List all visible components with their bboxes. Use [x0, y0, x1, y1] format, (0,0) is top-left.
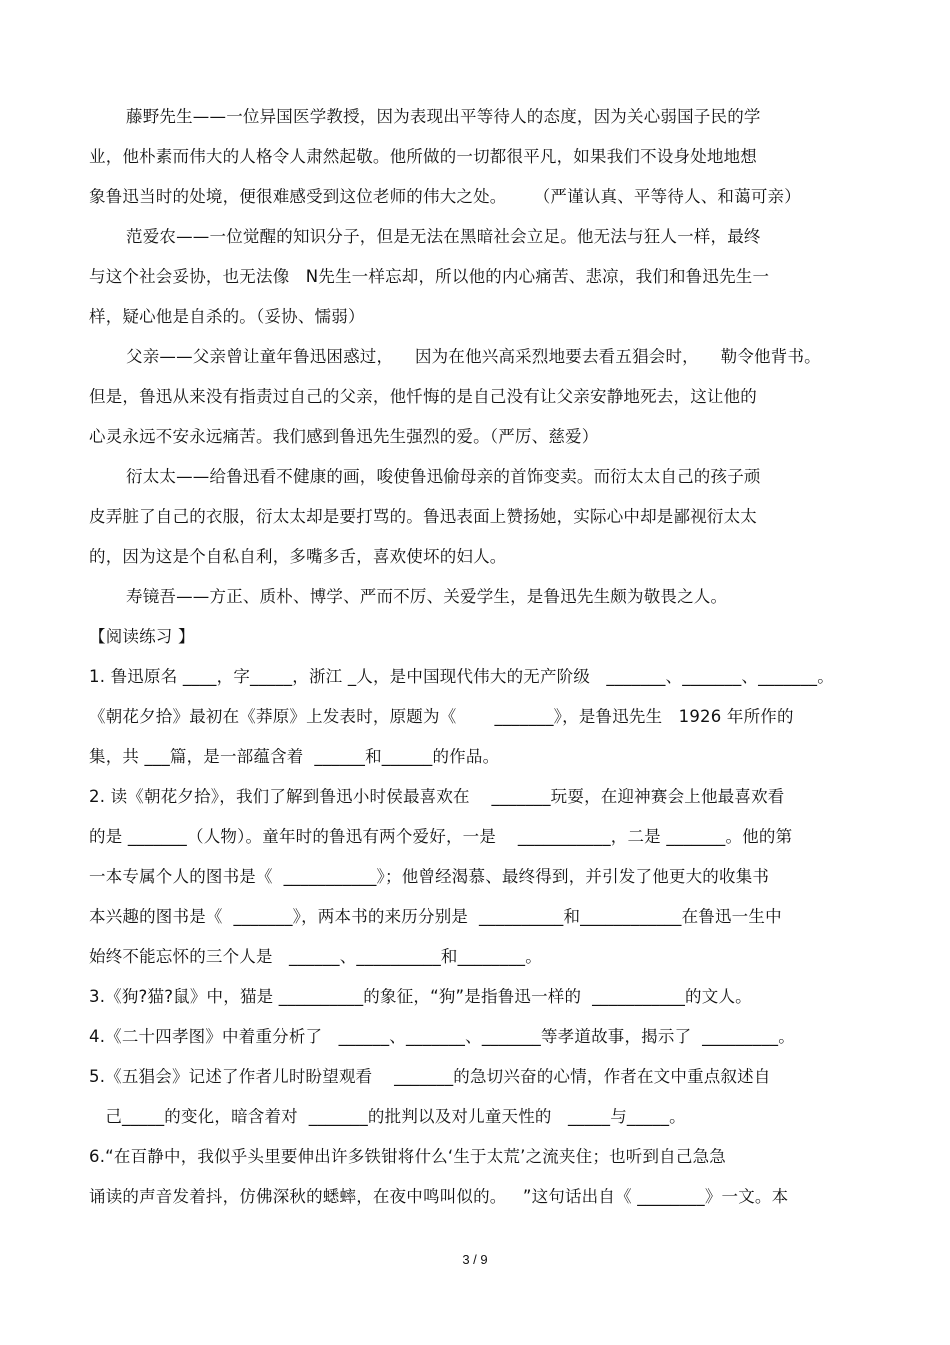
text-line: 范爱农——一位觉醒的知识分子，但是无法在黑暗社会立足。他无法与狂人一样，最终 — [126, 227, 761, 246]
page-number: 3 / 9 — [462, 1252, 488, 1267]
section-heading: 【阅读练习 】 — [89, 627, 195, 646]
question-line: 1. 鲁迅原名 ____，字_____，浙江 _人，是中国现代伟大的无产阶级 _______、_______、_______。 — [89, 667, 834, 686]
text-line: 业，他朴素而伟大的人格令人肃然起敬。他所做的一切都很平凡，如果我们不设身处地地想 — [89, 147, 757, 166]
text-line: 衍太太——给鲁迅看不健康的画，唆使鲁迅偷母亲的首饰变卖。而衍太太自己的孩子顽 — [126, 467, 761, 486]
text-line: 寿镜吾——方正、质朴、博学、严而不厉、关爱学生，是鲁迅先生颇为敬畏之人。 — [126, 587, 728, 606]
text-line: 但是，鲁迅从来没有指责过自己的父亲，他忏悔的是自己没有让父亲安静地死去，这让他的 — [89, 387, 757, 406]
question-line: 《朝花夕拾》最初在《莽原》上发表时，原题为《 _______》，是鲁迅先生 1926 年所作的 — [89, 707, 794, 726]
question-line: 集，共 ___篇，是一部蕴含着 ______和______的作品。 — [89, 747, 500, 766]
question-line: 一本专属个人的图书是《 ___________》；他曾经渴慕、最终得到，并引发了他更大的收集书 — [89, 867, 770, 886]
text-line: 藤野先生——一位异国医学教授，因为表现出平等待人的态度，因为关心弱国子民的学 — [126, 107, 761, 126]
text-line: 象鲁迅当时的处境，便很难感受到这位老师的伟大之处。 （严谨认真、平等待人、和蔼可亲） — [89, 187, 801, 206]
question-line: 5.《五猖会》记述了作者儿时盼望观看 _______的急切兴奋的心情，作者在文中重点叙述自 — [89, 1067, 771, 1086]
question-line: 始终不能忘怀的三个人是 ______、__________和________。 — [89, 947, 542, 966]
text-line: 皮弄脏了自己的衣服，衍太太却是要打骂的。鲁迅表面上赞扬她，实际心中却是鄙视衍太太 — [89, 507, 757, 526]
question-line: 6.“在百静中，我似乎头里要伸出许多铁钳将什么‘生于太荒’之流夹住；也听到自己急急 — [89, 1147, 726, 1166]
question-line: 己_____的变化，暗含着对 _______的批判以及对儿童天性的 _____与_____。 — [89, 1107, 686, 1126]
question-line: 诵读的声音发着抖，仿佛深秋的蟋蟀，在夜中鸣叫似的。 ”这句话出自《 ________》一文。本 — [89, 1187, 789, 1206]
text-line: 的，因为这是个自私自利，多嘴多舌，喜欢使坏的妇人。 — [89, 547, 507, 566]
text-line: 与这个社会妥协，也无法像 N先生一样忘却，所以他的内心痛苦、悲凉，我们和鲁迅先生一 — [89, 267, 770, 286]
question-line: 3.《狗?猫?鼠》中，猫是 __________的象征，“狗”是指鲁迅一样的 ___________的文人。 — [89, 987, 752, 1006]
text-line: 心灵永远不安永远痛苦。我们感到鲁迅先生强烈的爱。（严厉、慈爱） — [89, 427, 599, 446]
question-line: 的是 _______（人物）。童年时的鲁迅有两个爱好，一是 ___________，二是 _______。他的第 — [89, 827, 793, 846]
question-line: 本兴趣的图书是《 _______》，两本书的来历分别是 __________和____________在鲁迅一生中 — [89, 907, 782, 926]
question-line: 4.《二十四孝图》中着重分析了 ______、_______、_______等孝道故事，揭示了 _________。 — [89, 1027, 795, 1046]
text-line: 样，疑心他是自杀的。（妥协、懦弱） — [89, 307, 365, 326]
text-line: 父亲——父亲曾让童年鲁迅困惑过， 因为在他兴高采烈地要去看五猖会时， 勒令他背书。 — [126, 347, 821, 366]
question-line: 2. 读《朝花夕拾》，我们了解到鲁迅小时侯最喜欢在 _______玩耍，在迎神赛会上他最喜欢看 — [89, 787, 785, 806]
